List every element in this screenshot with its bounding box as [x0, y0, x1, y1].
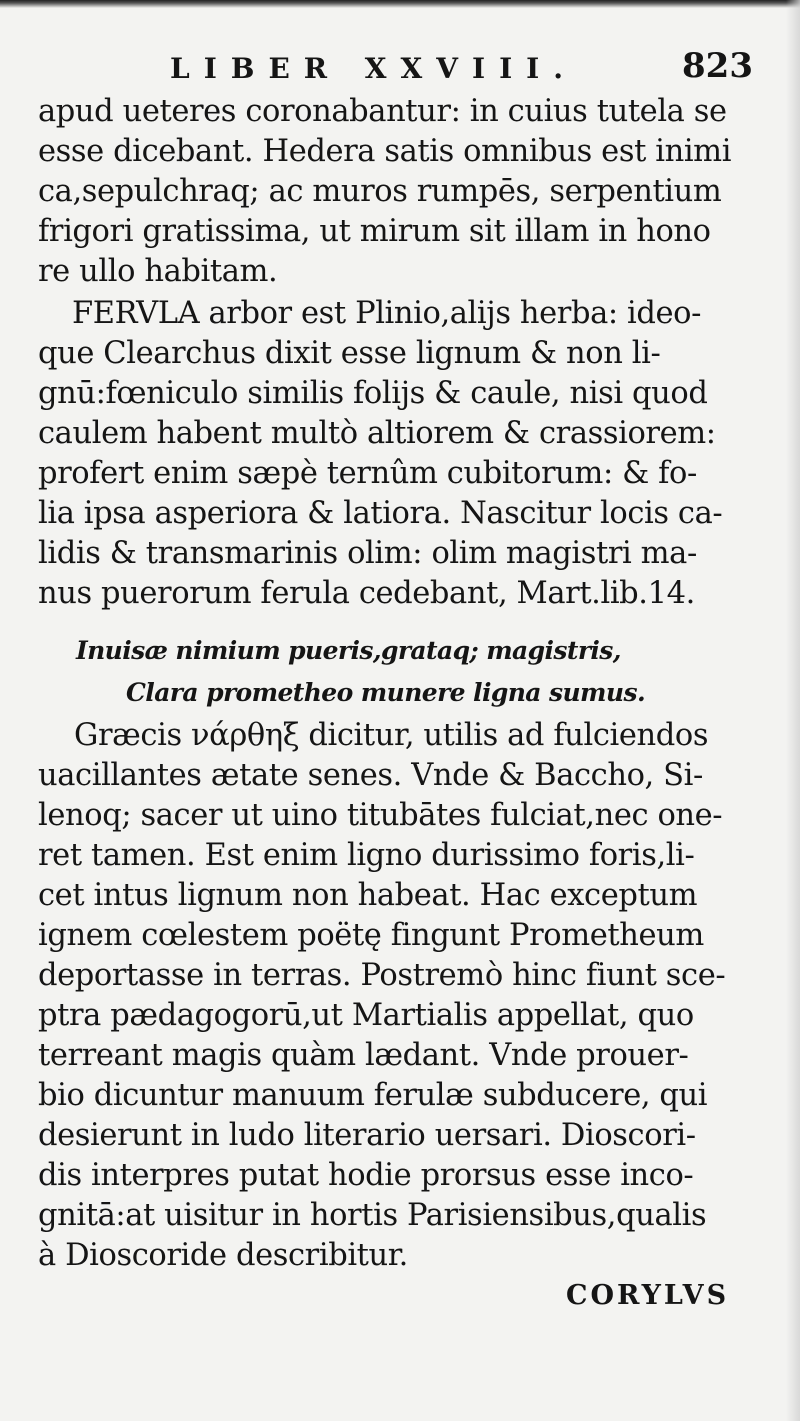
- text-line-19: ignem cœlestem poëtę fingunt Prometheum: [38, 918, 704, 953]
- text-line-11: lia ipsa asperiora & latiora. Nascitur locis ca-: [38, 496, 723, 531]
- text-line-20: deportasse in terras. Postremò hinc fiunt sce-: [38, 958, 726, 993]
- text-line-22: terreant magis quàm lædant. Vnde prouer-: [38, 1038, 689, 1073]
- text-line-7: que Clearchus dixit esse lignum & non li-: [38, 336, 661, 371]
- text-line-6: FERVLA arbor est Plinio,alijs herba: ideo-: [72, 296, 702, 331]
- text-line-10: profert enim sæpè ternûm cubitorum: & fo-: [38, 456, 697, 491]
- text-line-17: ret tamen. Est enim ligno durissimo foris,li-: [38, 838, 695, 873]
- text-line-14: Græcis νάρθηξ dicitur, utilis ad fulciendos: [74, 718, 709, 753]
- text-line-24: desierunt in ludo literario uersari. Dioscori-: [38, 1118, 696, 1153]
- folio-number: 823: [682, 46, 753, 86]
- text-line-27: à Dioscoride describitur.: [38, 1238, 408, 1273]
- text-line-3: ca,sepulchraq; ac muros rumpēs, serpentium: [38, 174, 722, 209]
- text-line-4: frigori gratissima, ut mirum sit illam in hono: [38, 214, 711, 249]
- text-line-5: re ullo habitam.: [38, 254, 278, 289]
- verse-line-1: Inuisæ nimium pueris,grataq; magistris,: [76, 636, 621, 665]
- text-line-15: uacillantes ætate senes. Vnde & Baccho, Si-: [38, 758, 703, 793]
- text-line-1: apud ueteres coronabantur: in cuius tutela se: [38, 94, 727, 129]
- text-line-26: gnitā:at uisitur in hortis Parisiensibus,qualis: [38, 1198, 707, 1233]
- text-line-2: esse dicebant. Hedera satis omnibus est inimi: [38, 134, 732, 169]
- text-line-18: cet intus lignum non habeat. Hac exceptum: [38, 878, 698, 913]
- text-line-13: nus puerorum ferula cedebant, Mart.lib.14.: [38, 576, 695, 611]
- text-line-21: ptra pædagogorū,ut Martialis appellat, quo: [38, 998, 694, 1033]
- text-line-23: bio dicuntur manuum ferulæ subducere, qui: [38, 1078, 708, 1113]
- verse-line-2: Clara prometheo munere ligna sumus.: [126, 678, 646, 707]
- text-line-25: dis interpres putat hodie prorsus esse inco-: [38, 1158, 694, 1193]
- text-line-16: lenoq; sacer ut uino titubātes fulciat,nec one-: [38, 798, 723, 833]
- running-title: LIBER XXVIII.: [170, 52, 578, 85]
- text-line-12: lidis & transmarinis olim: olim magistri ma-: [38, 536, 697, 571]
- scan-right-edge: [786, 0, 800, 1421]
- text-line-8: gnū:fœniculo similis folijs & caule, nisi quod: [38, 376, 708, 411]
- catchword: CORYLVS: [566, 1280, 730, 1311]
- scan-top-edge: [0, 0, 800, 8]
- text-line-9: caulem habent multò altiorem & crassiorem:: [38, 416, 716, 451]
